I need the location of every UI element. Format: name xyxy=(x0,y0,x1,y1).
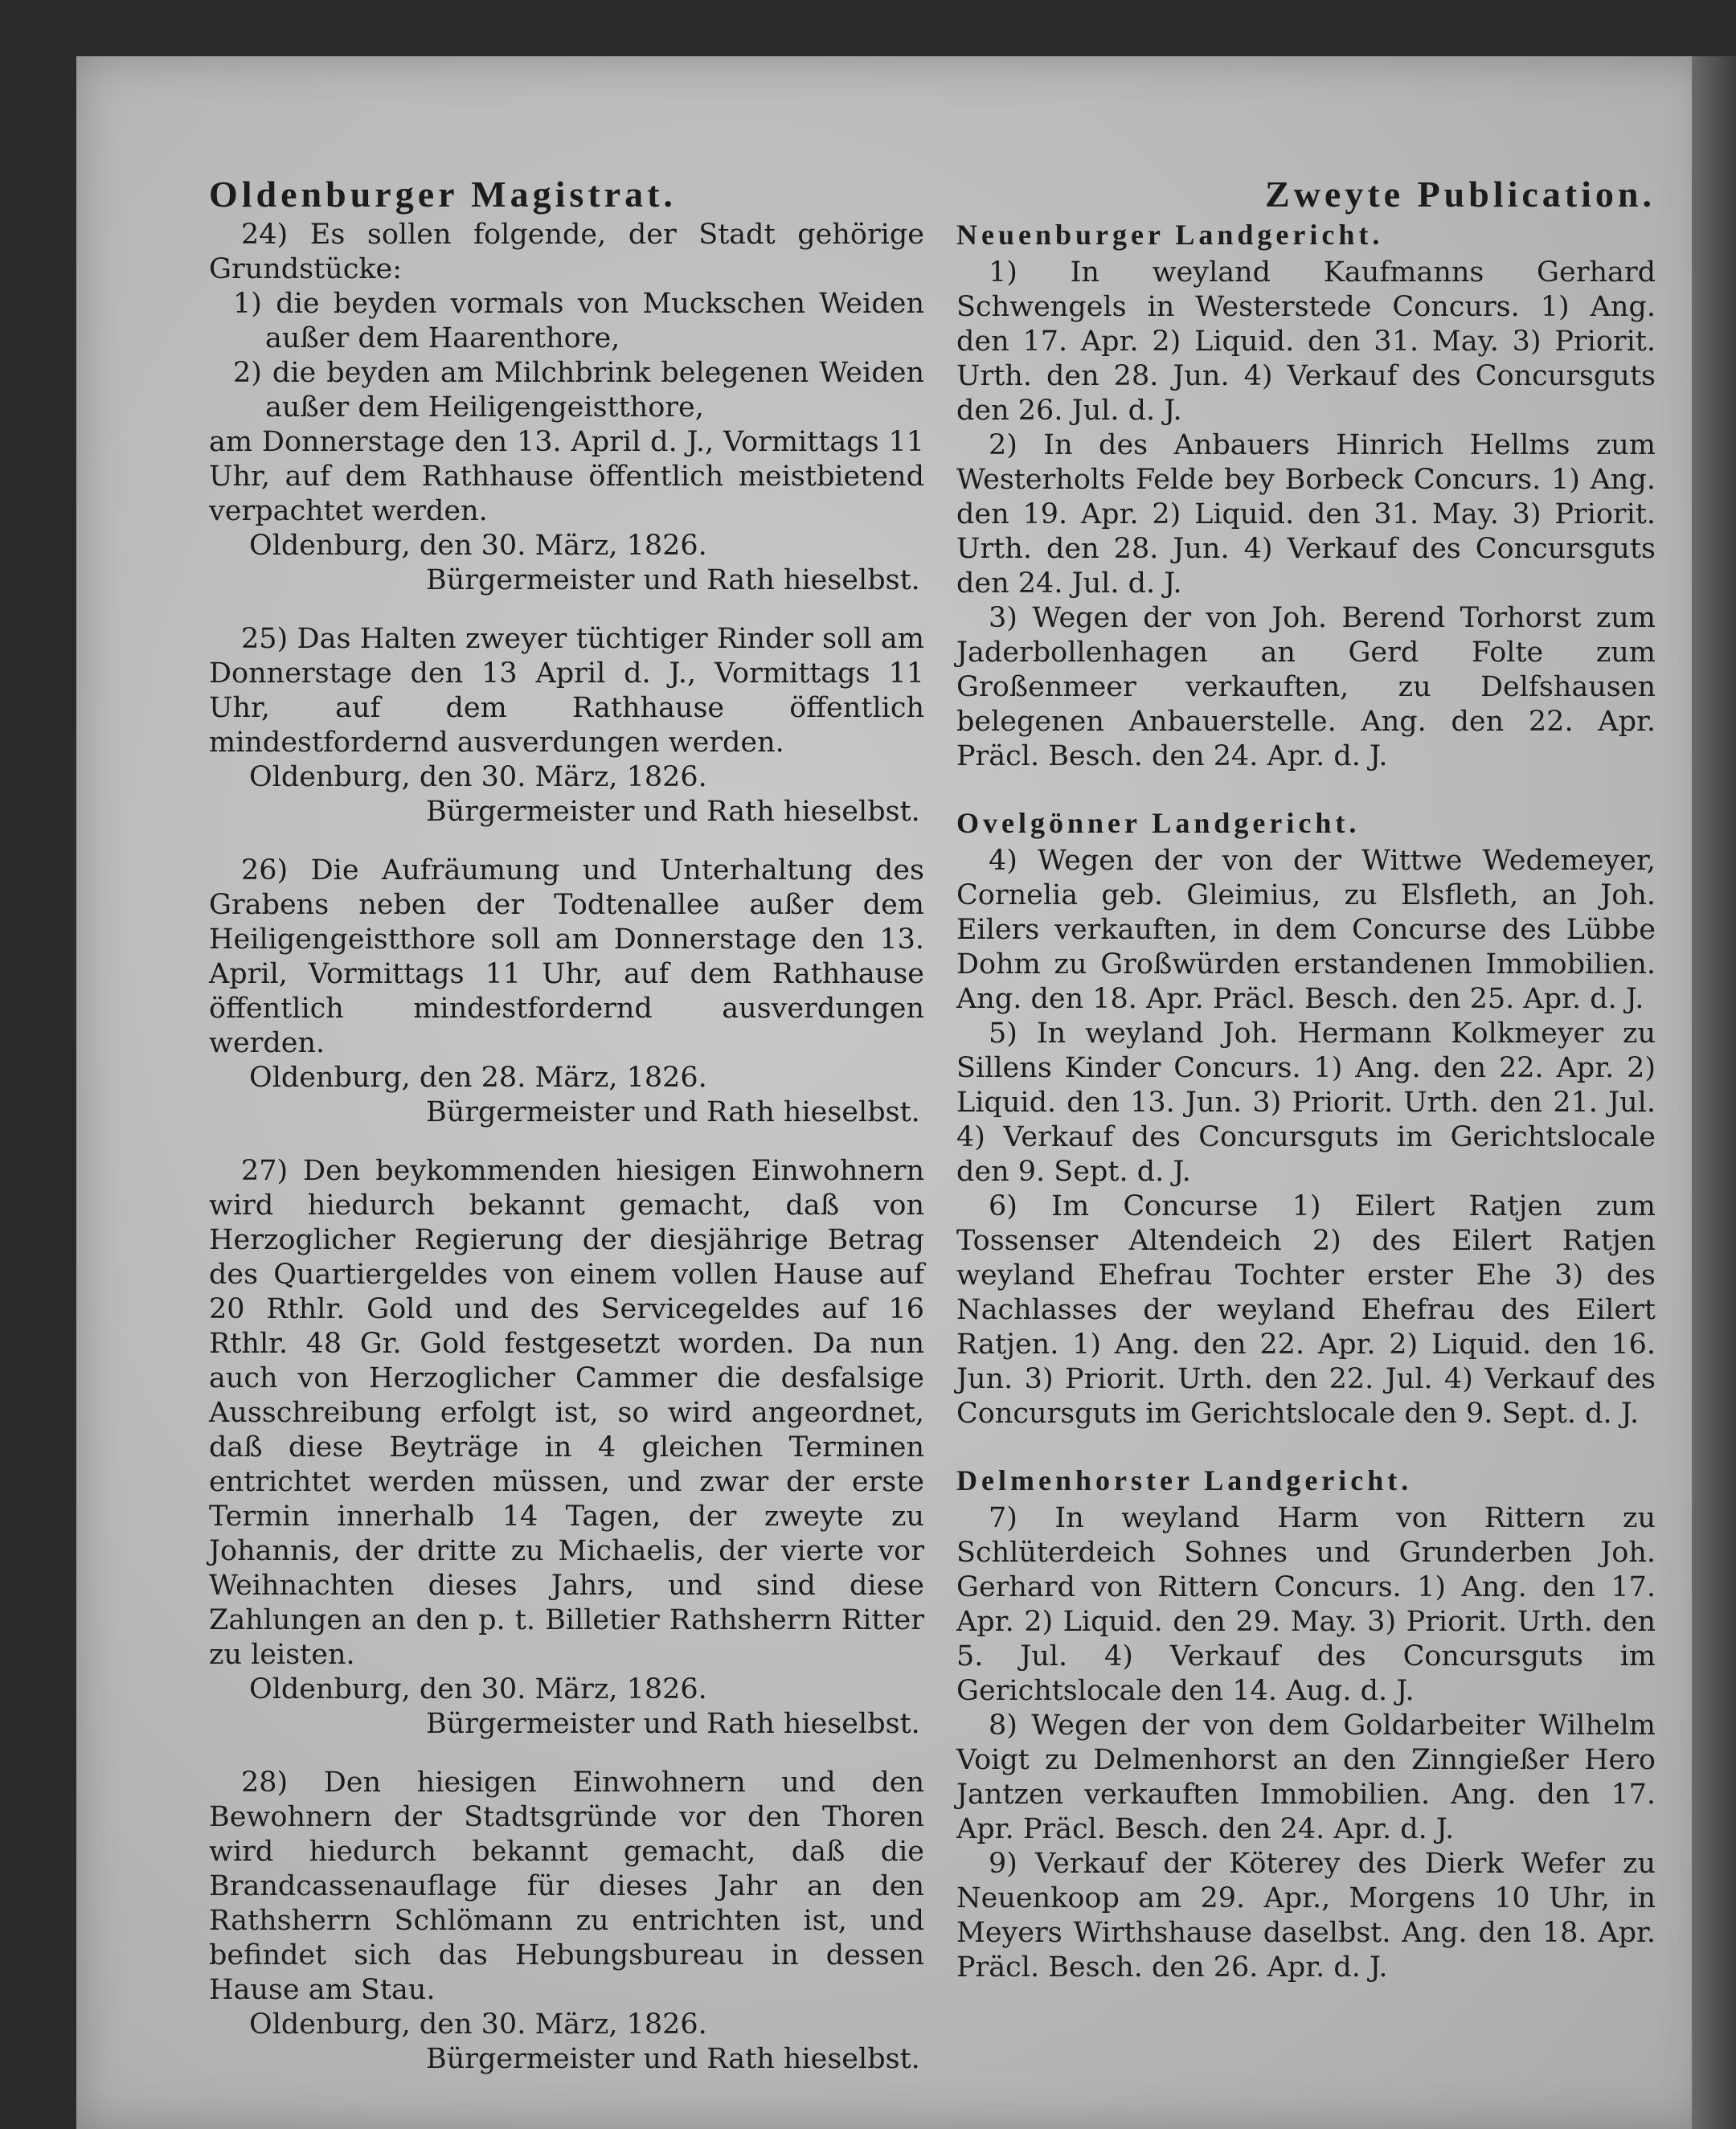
court-entry: 6) Im Concurse 1) Eilert Ratjen zum Tossenser Altendeich 2) des Eilert Ratjen weyland Ehefrau Tochter erster Ehe 3) des Nachlasses der weyland Ehefrau des Eilert Ratjen. 1) Ang. den 22. Apr. 2) Liquid. den 16. Jun. 3) Priorit. Urth. den 22. Jul. 4) Verkauf des Concursguts im Gerichtslocale den 9. Sept. d. J. xyxy=(956,1190,1656,1430)
court-entry: 3) Wegen der von Joh. Berend Torhorst zum Jaderbollenhagen an Gerd Folte zum Großenmeer verkauften, zu Delfshausen belegenen Anbauerstelle. Ang. den 22. Apr. Präcl. Besch. den 24. Apr. d. J. xyxy=(956,602,1656,772)
notice-text: 27) Den beykommenden hiesigen Einwohnern wird hiedurch bekannt gemacht, daß von Herzoglicher Regierung der diesjährige Betrag des Quartiergeldes von einem vollen Hause auf 20 Rthlr. Gold und des Servicegeldes auf 16 Rthlr. 48 Gr. Gold festgesetzt worden. Da nun auch von Herzoglicher Cammer die desfalsige Ausschreibung erfolgt ist, so wird angeordnet, daß diese Beyträge in 4 gleichen Terminen entrichtet werden müssen, und zwar der erste Termin innerhalb 14 Tagen, der zweyte zu Johannis, der dritte zu Michaelis, der vierte vor Weihnachten dieses Jahrs, und sind diese Zahlungen an den p. t. Billetier Rathsherrn Ritter zu leisten. xyxy=(209,1155,924,1671)
notice-signature: Bürgermeister und Rath hieselbst. xyxy=(426,2043,920,2075)
notice-28 xyxy=(209,1766,924,2077)
notice-27 xyxy=(209,1154,924,1742)
court-entry: 4) Wegen der von der Wittwe Wedemeyer, Cornelia geb. Gleimius, zu Elsfleth, an Joh. Eilers verkauften, in dem Concurse des Lübbe Dohm zu Großwürden erstandenen Immobilien. Ang. den 18. Apr. Präcl. Besch. den 25. Apr. d. J. xyxy=(956,845,1656,1015)
court-heading-delmenhorst: Delmenhorster Landgericht. xyxy=(956,1464,1413,1496)
notice-text: 26) Die Aufräumung und Unterhaltung des Grabens neben der Todtenallee außer dem Heiligengeistthore soll am Donnerstage den 13. April, Vormittags 11 Uhr, auf dem Rathhause öffentlich mindestfordernd ausverdungen werden. xyxy=(209,854,924,1059)
notice-25 xyxy=(209,622,924,829)
notice-signature: Bürgermeister und Rath hieselbst. xyxy=(426,1096,920,1128)
court-entry: 7) In weyland Harm von Rittern zu Schlüterdeich Sohnes und Grunderben Joh. Gerhard von Rittern Concurs. 1) Ang. den 17. Apr. 2) Liquid. den 29. May. 3) Priorit. Urth. den 5. Jul. 4) Verkauf des Concursguts im Gerichtslocale den 14. Aug. d. J. xyxy=(956,1502,1656,1707)
notice-signature: Bürgermeister und Rath hieselbst. xyxy=(426,1708,920,1740)
notice-place-date: Oldenburg, den 30. März, 1826. xyxy=(249,1673,707,1705)
notice-24 xyxy=(209,218,924,598)
court-entry: 9) Verkauf der Köterey des Dierk Wefer zu Neuenkoop am 29. Apr., Morgens 10 Uhr, in Meyers Wirthshause daselbst. Ang. den 18. Apr. Präcl. Besch. den 26. Apr. d. J. xyxy=(956,1848,1656,1984)
right-column xyxy=(956,174,1656,1985)
court-heading-ovelgoenne: Ovelgönner Landgericht. xyxy=(956,807,1361,839)
left-column xyxy=(209,174,924,2101)
notice-text: am Donnerstage den 13. April d. J., Vormittags 11 Uhr, auf dem Rathhause öffentlich meistbietend verpachtet werden. xyxy=(209,426,924,527)
notice-place-date: Oldenburg, den 30. März, 1826. xyxy=(249,761,707,793)
notice-text: 28) Den hiesigen Einwohnern und den Bewohnern der Stadtsgründe vor den Thoren wird hiedurch bekannt gemacht, daß die Brandcassenauflage für dieses Jahr an den Rathsherrn Schlömann zu entrichten ist, und befindet sich das Hebungsbureau in dessen Hause am Stau. xyxy=(209,1767,924,2006)
court-heading-neuenburg: Neuenburger Landgericht. xyxy=(956,219,1384,251)
notice-26 xyxy=(209,854,924,1130)
right-column-header: Zweyte Publication. xyxy=(1265,174,1656,215)
notice-text: 25) Das Halten zweyer tüchtiger Rinder soll am Donnerstage den 13 April d. J., Vormittags 11 Uhr, auf dem Rathhause öffentlich mindestfordernd ausverdungen werden. xyxy=(209,623,924,759)
notice-place-date: Oldenburg, den 28. März, 1826. xyxy=(249,1062,707,1094)
court-entry: 8) Wegen der von dem Goldarbeiter Wilhelm Voigt zu Delmenhorst an den Zinngießer Hero Jantzen verkauften Immobilien. Ang. den 17. Apr. Präcl. Besch. den 24. Apr. d. J. xyxy=(956,1709,1656,1845)
notice-place-date: Oldenburg, den 30. März, 1826. xyxy=(249,2008,707,2041)
left-column-header: Oldenburger Magistrat. xyxy=(209,174,677,215)
page-edge-shadow xyxy=(1692,56,1736,2129)
notice-signature: Bürgermeister und Rath hieselbst. xyxy=(426,564,920,596)
notice-signature: Bürgermeister und Rath hieselbst. xyxy=(426,796,920,828)
notice-text: 24) Es sollen folgende, der Stadt gehörige Grundstücke: xyxy=(209,219,924,285)
court-entry: 1) In weyland Kaufmanns Gerhard Schwengels in Westerstede Concurs. 1) Ang. den 17. Apr. 2) Liquid. den 31. May. 3) Priorit. Urth. den 28. Jun. 4) Verkauf des Concursguts den 26. Jul. d. J. xyxy=(956,256,1656,427)
notice-list-item: 1) die beyden vormals von Muckschen Weiden außer dem Haarenthore, xyxy=(233,288,924,354)
notice-place-date: Oldenburg, den 30. März, 1826. xyxy=(249,530,707,562)
notice-list-item: 2) die beyden am Milchbrink belegenen Weiden außer dem Heiligengeistthore, xyxy=(233,357,924,424)
court-entry: 5) In weyland Joh. Hermann Kolkmeyer zu Sillens Kinder Concurs. 1) Ang. den 22. Apr. 2) Liquid. den 13. Jun. 3) Priorit. Urth. den 21. Jul. 4) Verkauf des Concursguts im Gerichtslocale den 9. Sept. d. J. xyxy=(956,1017,1656,1188)
court-entry: 2) In des Anbauers Hinrich Hellms zum Westerholts Felde bey Borbeck Concurs. 1) Ang. den 19. Apr. 2) Liquid. den 31. May. 3) Priorit. Urth. den 28. Jun. 4) Verkauf des Concursguts den 24. Jul. d. J. xyxy=(956,429,1656,600)
